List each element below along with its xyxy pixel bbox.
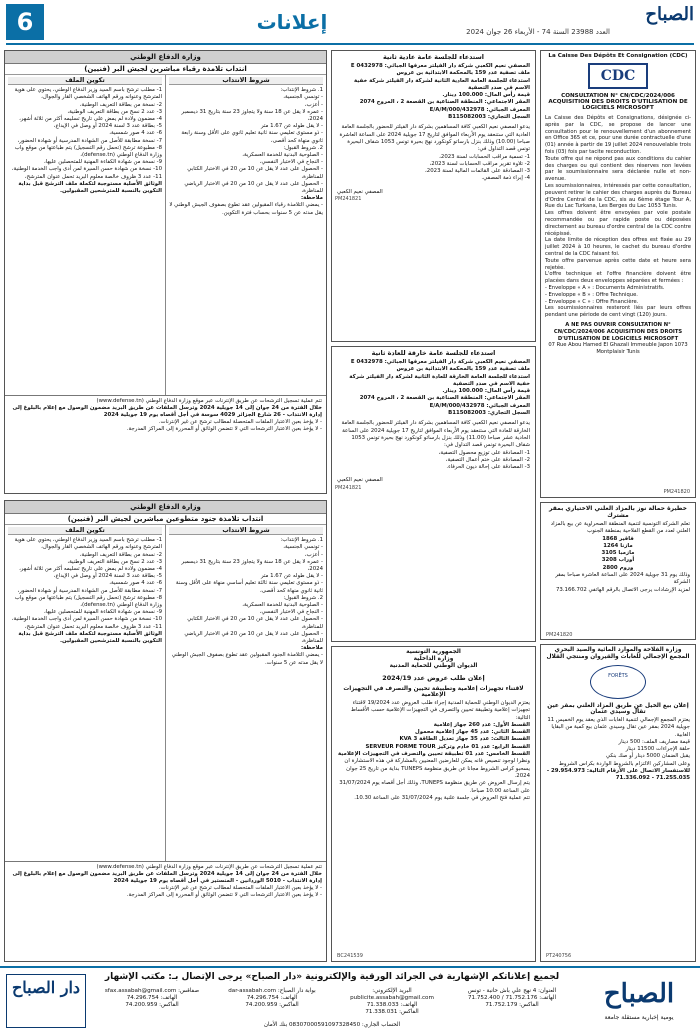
- cdc-logo: CDC: [588, 63, 648, 89]
- footer-contacts: [92, 988, 572, 1016]
- body-line: 2- تلاوة تقرير مراقب الحسابات لسنة 2023،: [429, 160, 530, 167]
- body-line: يعتزم الديوان الوطني للحماية المدنية إجراء طلب العروض عدد 19/2024 لاقتناء تجهيزات إعلامية وتطبيقة تحيين والتصرف في التجهيزات الإعلامية حسب الأقساط التالية:: [350, 700, 530, 721]
- body-line: 3- المصادقة على القائمات المالية لسنة 2023،: [425, 168, 530, 175]
- meeting-ordinary-title: استدعاء للجلسة عامة عادية ثانية: [383, 53, 484, 61]
- page-header: [0, 0, 700, 44]
- body-line: وروم 2800: [602, 564, 634, 571]
- agri-body: [541, 717, 695, 783]
- body-line: مازنا 1264: [603, 542, 633, 549]
- tender-subtitle: لاقتناء تجهيزات إعلامية وتطبيقة تحيين والتصرف في التجهيزات الإعلامية: [343, 686, 524, 698]
- meeting-extra-ref: PM241821: [335, 484, 362, 491]
- condition-line: - عمره لا يقل عن 18 سنة ولا يتجاوز 23 سنة بتاريخ 31 ديسمبر 2024،: [181, 108, 323, 123]
- meeting-extra-body: [332, 359, 535, 485]
- body-line: يقبل الضمان 5000 دينار أو صك بنكي: [605, 753, 690, 760]
- condition-line: ملاحظة:: [301, 645, 323, 652]
- body-line: Les soumissionnaires resteront liés par leurs offres pendant une période de cent vingt (120) jours.: [545, 305, 691, 319]
- condition-line: - أعزب،: [304, 101, 323, 108]
- condition-line: ملاحظة:: [301, 195, 323, 202]
- file-line: 8- مطبوعة ترشح (تحمل رقم التسجيل) يتم طباعتها من موقع واب وزارة الدفاع الوطني (defense.tn)،: [14, 594, 162, 609]
- tender-body: [332, 700, 535, 802]
- file-line: الوثائق الأصلية مستوجبة لتكملة ملف الترشح قبل بداية التكوين بالنسبة للمترشحين المقبولين.: [18, 630, 162, 645]
- recruit-ad-1-conditions-heading: شروط الانتداب: [169, 77, 323, 85]
- body-line: La Caisse des Dépôts et Consignations, désignée ci-après par la CDC, se propose de lancer une consultation pour le renouvellement d'un abonnement en Office 365 et ce, pour une durée contractuelle d'une (01) année à partir de 19 juillet 2024 renouvelable trois fois (03) fois par tacite reconduction.: [545, 115, 691, 155]
- cdc-org-title: La Caisse Des Dépôts Et Consignation (CDC): [548, 53, 688, 59]
- condition-line: - أعزب،: [304, 551, 323, 558]
- body-line: 1- تسمية مراقب الحسابات لسنة 2023،: [439, 153, 530, 160]
- condition-line: 2. شروط القبول:: [283, 144, 323, 151]
- recruit-ad-2-notes: [5, 861, 326, 901]
- agri-ref: PT240756: [546, 953, 572, 959]
- file-line: الوثائق الأصلية مستوجبة لتكملة ملف الترشح قبل بداية التكوين بالنسبة للمترشحين المقبولين.: [18, 180, 162, 195]
- recruit-ad-2-file: [5, 525, 166, 861]
- body-line: تعلم الشركة التونسية لتنمية المنطقة الصحراوية عن بيع بالمزاد العلني لعدد من القطع الفلاحية بمنطقة الجنوب: [550, 521, 690, 535]
- footer-contact-col: بوابة دار الصباح: dar-assabah.com الهاتف: 74.296.754 الفاكس: 74.200.959: [228, 988, 316, 1008]
- condition-line: 2. شروط القبول:: [283, 594, 323, 601]
- body-line: لمزيد الإرشادات يرجى الاتصال بالرقم الهاتفي 73.166.702: [555, 586, 690, 593]
- footer-title: لجميع إعلاناتكم الإشهارية في الجرائد الورقية والإلكترونية «دار الصباح» يرجى الإتصال بـ: مكتب الإشهار: [104, 972, 560, 982]
- recruit-ad-2-ministry: وزارة الدفاع الوطني: [5, 501, 326, 514]
- condition-line: - الصلوحية البدنية للخدمة العسكرية،: [242, 152, 323, 159]
- body-line: Toute offre parvenue après cette date et heure sera rejetée.: [545, 257, 691, 271]
- condition-line: - تونسي الجنسية،: [283, 94, 323, 101]
- footer-right-logo[interactable]: الصباح: [603, 979, 675, 1009]
- condition-line: - عمره لا يقل عن 18 سنة ولا يتجاوز 23 سنة بتاريخ 31 ديسمبر 2024،: [181, 558, 323, 573]
- meeting-extra-title: استدعاء للجلسة عامة خارقة للعادة ثانية: [371, 349, 496, 357]
- tender-ad: [331, 646, 536, 962]
- meeting-ordinary-ad: [331, 50, 536, 342]
- body-line: وعلى المشاركين الالتزام بالشروط الواردة بكراس الشروط: [558, 760, 690, 767]
- file-line: 2- نسخة من بطاقة التعريف الوطنية،: [79, 551, 162, 558]
- auction-body: [541, 521, 695, 594]
- file-line: 4- مضمون ولادة لم يمض على تاريخ تسليمه أكثر من ثلاثة أشهر،: [19, 116, 162, 123]
- body-line: 1- المصادقة على توزيع محصول التصفية،: [438, 449, 530, 456]
- recruit-ad-1-file: [5, 75, 166, 395]
- body-line: قيمة رأس المال: 100.000 دينار.: [442, 92, 530, 99]
- recruit-ad-2-title: انتداب تلامذة جنود متطوعين مباشرين لجيش البر (فنيين): [5, 514, 326, 525]
- body-line: استدعاء للجلسة العامة العادية الثانية لشركة دار الفيلتر شركة خفية الاسم في صدد التصفية: [354, 77, 530, 91]
- cdc-closing: A NE PAS OUVRIR CONSULTATION N° CN/CDC/2024/006 ACQUISITION DES DROITS D'UTILISATION DE LOGICIELS MICROSOFT: [553, 321, 683, 342]
- condition-line: - ذو مستوى تعليمي سنة ثانية تعليم ثانوي على الأقل وسنة رابعة ثانوي منهاة كحد أقصى،: [181, 130, 323, 144]
- body-line: المصفي نعيم الكعبي شركة دار الفيلتر معرفها الجبائي: 0432978 E: [350, 63, 530, 69]
- file-line: 3- عدد 2 نسخ من بطاقة التعريف الوطنية،: [67, 558, 162, 565]
- cdc-heading: CONSULTATION N° CN/CDC/2024/006 ACQUISITION DES DROITS D'UTILISATION DE LOGICIELS MICROSOFT: [548, 93, 688, 111]
- body-line: يعتزم المجمع الإجمالي لتنمية الغابات الذي يعقد يوم الخميس 11 جويلية 2024 بمقر عين تقال وسيدي عثمان بيع كمية من البقايا الغابية.: [547, 717, 690, 738]
- body-line: يدعو المصفي نعيم الكعبي كافة المساهمين بشركة دار الفيلتر للحضور بالجلسة العامة الخارقة للعادة التي ستنعقد يوم الأربعاء الموافق لتاريخ 17 جويلية 2024 على الساعة الحادية عشر صباحا (11.00) وذلك بنزل بارساتو كونكورد نهج بحيرة تونس 1053 شفاف البحيرة تونس قصد التداول في:: [341, 420, 530, 449]
- body-line: القسط الرابع: عدد 01 خادم وتركيز SERVEUR FORME TOUR: [365, 743, 530, 750]
- body-line: - Enveloppe « C » : Offre Financière.: [545, 298, 639, 305]
- body-line: حلقة الإجراءات 11500 دينار: [625, 746, 690, 753]
- body-line: - Enveloppe « B » : Offre Technique.: [545, 291, 638, 298]
- body-line: المعرف الجبائي: 432978/E/A/M/000: [429, 106, 530, 113]
- file-line: 8- مطبوعة ترشح (تحمل رقم التسجيل) يتم طباعتها من موقع واب وزارة الدفاع الوطني (defense.tn)،: [14, 144, 162, 159]
- meeting-ordinary-ref: PM241821: [335, 196, 362, 203]
- file-line: 1- مطلب ترشح باسم السيد وزير الدفاع الوطني، يحتوي على هوية المترشح وعنوانه ورقم الهاتف الشخصي القار والجوال،: [14, 87, 162, 101]
- body-line: استدعاء للجلسة العامة الخارقة للعادة الثانية لشركة دار الفيلتر شركة خفية الاسم في صدد التصفية: [349, 373, 530, 387]
- file-line: 6- عدد 4 صور شمسية،: [109, 130, 162, 137]
- meeting-extra-ad: [331, 346, 536, 642]
- footer-contact-col: العنوان: 4 نهج علي باش حانبة - تونس الهاتف: 71.752.176 / 71.752.400 الفاكس: 71.752.179: [467, 988, 557, 1008]
- note-line: - لا يؤخذ بعين الاعتبار الترشحات التي لا تتضمن الوثائق أو المحررة إلى المراكز المدرجة.: [126, 426, 322, 432]
- file-line: 11- عدد 3 ظروف خالصة معلوم البريد تحمل عنوان المترشح،: [24, 623, 162, 630]
- footer-contact-col: البريد الإلكتروني: publicite.assabah@gmail.com الهاتف: 71.338.033 الفاكس: 71.338.031: [350, 988, 434, 1015]
- auction-title: خطيرة حمالة نوز بالمزاد العلني الاختياري بمقر مشترك: [549, 505, 687, 519]
- condition-line: - النجاح في الاختبار النفسي،: [259, 609, 323, 616]
- body-line: القسط الثالث: عدد 35 جهاز تعديل الطاقة 3 KVA: [399, 736, 530, 743]
- body-line: ملف تصفية عدد 159 بالمحكمة الابتدائية بن عروس: [396, 70, 530, 77]
- file-line: 9- نسخة من شهادة الكفاءة المهنية للمتحصلين عليها،: [44, 609, 162, 616]
- body-line: ملف تصفية عدد 159 بالمحكمة الابتدائية بن عروس: [396, 366, 530, 373]
- condition-line: - الصلوحية البدنية للخدمة العسكرية،: [242, 602, 323, 609]
- note-line: - لا يؤخذ بعين الاعتبار الترشحات التي لا تتضمن الوثائق أو المحررة إلى المراكز المدرجة.: [126, 892, 322, 898]
- file-line: 5- بطاقة عدد 3 لسنة 2024 أو وصل في الإيداع،: [53, 123, 162, 130]
- footer: [0, 966, 700, 1032]
- body-line: المقر الاجتماعي: المنطقة الصناعية بن القصعة 2 ، المروج 2074: [359, 99, 530, 106]
- file-line: 9- نسخة من شهادة الكفاءة المهنية للمتحصلين عليها،: [44, 159, 162, 166]
- condition-line: - الحصول على عدد لا يقل عن 10 من 20 في الاختبار الرياضي للمناظرة،: [184, 630, 323, 645]
- footer-contact-col: صفاقس: sfax.assabah@gmail.com الهاتف: 74.296.754 الفاكس: 74.200.959: [104, 988, 200, 1008]
- body-line: L'offre technique et l'offre financière doivent être placées dans deux enveloppes séparées et fermées :: [545, 271, 691, 285]
- issue-line: العدد 23988 السنة 74 - الأربعاء 26 جوان 2024: [466, 28, 610, 36]
- body-line: 3- المصادقة على إحالة ديون الحرفاء.: [446, 464, 530, 471]
- agri-ad: [540, 644, 696, 962]
- footer-left-logo[interactable]: دار الصباح: [6, 974, 86, 1028]
- recruit-ad-2-file-heading: تكوين الملف: [8, 527, 162, 535]
- body-line: ونظرا لوجود تنصيص فانه يمكن للعارضين المعنيين بالمشاركة في هذه الاستشارة ان يسحبو كراس الشروط مجانا عن طريق منظومة TUNEPS بداية من تاريخ 25 جوان 2024.: [344, 758, 530, 779]
- body-line: القسط الخامس: عدد 01 تطبيقة تحيين والتصرف في التجهيزات الإعلامية: [338, 751, 530, 758]
- recruit-ad-1-ministry: وزارة الدفاع الوطني: [5, 51, 326, 64]
- body-line: أوراب 3208: [601, 557, 635, 564]
- page-number: 6: [6, 4, 44, 40]
- file-line: 6- عدد 4 صور شمسية،: [109, 580, 162, 587]
- newspaper-logo[interactable]: الصباح: [645, 4, 694, 25]
- recruit-ad-2-conditions-heading: شروط الانتداب: [169, 527, 323, 535]
- condition-line: 1. شروط الإنتداب:: [280, 537, 323, 544]
- meeting-ordinary-signature: المصفي نعيم الكعبي: [337, 188, 383, 195]
- note-line: - لا يؤخذ بعين الاعتبار الملفات المتحصلة لمطالب ترشح عن غير الإنترنات.: [158, 419, 322, 425]
- auction-ad: [540, 502, 696, 640]
- file-line: 7- نسخة مطابقة للأصل من الشهادة المدرسية أو شهادة الحضور،: [17, 587, 162, 594]
- condition-line: 1. شروط الإنتداب:: [280, 87, 323, 94]
- body-line: يدعو المصفي نعيم الكعبي كافة المساهمين بشركة دار الفيلتر للحضور بالجلسة العامة العادية التي ستنعقد يوم الأربعاء الموافق لتاريخ 17 جويلية 2024 على الساعة العاشرة صباحا (10.00) وذلك بنزل بارساتو كونكورد نهج بحيرة تونس 1053 شفاف البحيرة تونس قصد التداول في:: [339, 124, 530, 153]
- section-title: إعلانات: [256, 10, 328, 34]
- body-line: قيمة رأس المال: 100.000 دينار.: [442, 388, 530, 395]
- header-divider: [6, 43, 694, 45]
- meeting-ordinary-body: [332, 63, 535, 196]
- body-line: قيمة مصاريف الملف: 500 دينار: [618, 738, 690, 745]
- recruit-ad-1-conditions: [166, 75, 326, 395]
- body-line: وذلك يوم 31 جويلية 2024 على الساعة العاشرة صباحا بمقر الشركة: [555, 572, 690, 586]
- note-line: خلال الفترة من 24 جوان إلى 14 جويلية 2024 وترسل الملفات عن طريق البريد مضمون الوصول مع إعلام بالبلوغ إلى إدارة الانتداب - 26 شارع الجزائر 4029 سوسة في أجل أقصاه يوم 19 جويلية 2024: [12, 405, 322, 418]
- condition-line: - الحصول على عدد لا يقل عن 10 من 20 في الاختبار الكتابي للمناظرة،: [187, 616, 323, 630]
- meeting-extra-signature: المصفي نعيم الكعبي: [337, 477, 383, 484]
- note-line: تتم عملية تسجيل الترشحات عن طريق الإنترنات عبر موقع وزارة الدفاع الوطني (www.defense.tn): [96, 398, 322, 404]
- body-line: السجل التجاري: B115082003: [448, 114, 530, 121]
- auction-ref: PM241820: [546, 632, 573, 638]
- body-line: للاستفسار الاتصال على الأرقام التالية: 29.954.973 - 71.255.035 - 71.336.092: [546, 768, 690, 782]
- agri-seal: FORÊTS: [590, 665, 646, 699]
- agri-subtitle: إعلان بيع الخيل عن طريق المزاد العلني بمقر عين تقال وسيدي عثمان: [547, 703, 689, 715]
- note-line: خلال الفترة من 24 جوان إلى 14 جويلية 2024 وترسل الملفات عن طريق البريد مضمون الوصول مع إعلام بالبلوغ إلى إدارة الانتداب - 5010 الوردانين - المنستير في أجل أقصاه يوم 19 جويلية 2024: [12, 871, 322, 884]
- body-line: السجل التجاري: B115082003: [448, 410, 530, 417]
- footer-tagline: يومية إخبارية مستقلة جامعة: [604, 1014, 674, 1021]
- body-line: مازمبا 3105: [601, 550, 635, 557]
- file-line: 2- نسخة من بطاقة التعريف الوطنية،: [79, 101, 162, 108]
- condition-line: - الحصول على عدد لا يقل عن 10 من 20 في الاختبار الكتابي للمناظرة،: [187, 166, 323, 180]
- cdc-ref: PM241820: [663, 489, 690, 495]
- recruit-ad-1-notes: [5, 395, 326, 435]
- recruit-ad-1-title: انتداب تلامذة رقباء مباشرين لجيش البر (فنيين): [5, 64, 326, 75]
- body-line: La date limite de réception des offres est fixée au 29 juillet 2024 à 10 heures, le cachet du bureau d'ordre central de la CDC faisant foi.: [545, 237, 691, 257]
- condition-line: - تونسي الجنسية،: [283, 544, 323, 551]
- body-line: Les offres doivent être envoyées par voie postale recommandée ou par rapide poste ou déposées directement au bureau d'ordre central de la CDC contre récépissé.: [545, 210, 691, 237]
- body-line: Toute offre qui ne répond pas aux conditions du cahier des charges ou qui contient des réserves non levées par le soumissionnaire sera déclarée nulle et non-avenue.: [545, 155, 691, 183]
- recruit-ad-2: [4, 500, 327, 962]
- file-line: 10- نسخة من شهادة حسن السيرة لمن أدى واجب الخدمة الوطنية،: [11, 166, 162, 173]
- tender-header: الجمهورية التونسية وزارة الداخلية الديوان الوطني للحماية المدنية: [389, 649, 478, 669]
- cdc-ad: [540, 50, 696, 498]
- body-line: - Enveloppe « A » : Documents Administratifs.: [545, 284, 665, 291]
- body-line: Les soumissionnaires, intéressés par cette consultation, peuvent retirer le cahier des charges auprès du Bureau d'Ordre Central de la CDC, sis au 6ème étage Tour A, Rue du Lac Turkana, Les Berges du Lac 1053 Tunis.: [545, 182, 691, 210]
- condition-line: - يمضي التلامذة الجنود المقبولين عقد تطوع بصفوف الجيش الوطني لا يقل مدته عن 5 سنوات.: [171, 652, 323, 666]
- body-line: 2- المصادقة على ختم أعمال التصفية،: [445, 456, 530, 463]
- file-line: 5- بطاقة عدد 3 لسنة 2024 أو وصل في الإيداع،: [53, 573, 162, 580]
- cdc-body: [541, 113, 695, 358]
- body-line: القسط الثاني: عدد 45 جهاز إعلامية محمول: [415, 729, 530, 736]
- file-line: 10- نسخة من شهادة حسن السيرة لمن أدى واجب الخدمة الوطنية،: [11, 616, 162, 623]
- condition-line: - يمضي التلامذة رقباء المقبولين عقد تطوع بصفوف الجيش الوطني لا يقل مدته عن 5 سنوات بحساب فترة التكوين.: [169, 202, 323, 216]
- footer-account: الحساب الجاري: 08307000591097328450 بنك الأمان: [263, 1022, 401, 1028]
- body-line: يتم إرسال العروض عن طريق منظومة TUNEPS، وذلك أجل أقصاه يوم 31/07/2024 على الساعة 10.00 صباحا.: [339, 780, 530, 794]
- agri-title: وزارة الفلاحة والموارد المائية والصيد البحري المجمع الإجمالي للغابات والقيروان ومنتجي القلال: [546, 647, 690, 660]
- file-line: 3- عدد 2 نسخ من بطاقة التعريف الوطنية،: [67, 108, 162, 115]
- tender-title: إعلان طلب عروض عدد 2024/19: [382, 674, 485, 682]
- file-line: 1- مطلب ترشح باسم السيد وزير الدفاع الوطني، يحتوي على هوية المترشح وعنوانه ورقم الهاتف الشخصي القار والجوال،: [14, 537, 162, 551]
- body-line: فاقير 1868: [602, 535, 634, 542]
- condition-line: - لا يقل طوله عن 1.67 متر: [260, 573, 323, 580]
- body-line: المقر الاجتماعي: المنطقة الصناعية بن القصعة 2 ، المروج 2074: [359, 395, 530, 402]
- note-line: - لا يؤخذ بعين الاعتبار الملفات المتحصلة لمطالب ترشح عن غير الإنترنات.: [158, 885, 322, 891]
- recruit-ad-2-conditions: [166, 525, 326, 861]
- file-line: 7- نسخة مطابقة للأصل من الشهادة المدرسية أو شهادة الحضور،: [17, 137, 162, 144]
- condition-line: - الحصول على عدد لا يقل عن 10 من 20 في الاختبار الرياضي للمناظرة،: [184, 180, 323, 195]
- recruit-ad-1-file-heading: تكوين الملف: [8, 77, 162, 85]
- recruit-ad-1: [4, 50, 327, 494]
- condition-line: - ذو مستوى تعليمي سنة ثالثة تعليم أساسي منهاة على الأقل وسنة ثانية ثانوي منهاة كحد أقصى،: [175, 580, 323, 594]
- body-line: المصفي نعيم الكعبي شركة دار الفيلتر معرفها الجبائي: 0432978 E: [350, 359, 530, 365]
- body-line: تتم عملية فتح العروض في جلسة علنية يوم 31/07/2024 على الساعة 10.30.: [354, 794, 530, 801]
- body-line: 4- إبراء ذمة المصفي.: [481, 175, 530, 182]
- body-line: المعرف الجبائي: 432978/E/A/M/000: [429, 402, 530, 409]
- file-line: 11- عدد 3 ظروف خالصة معلوم البريد تحمل عنوان المترشح،: [24, 173, 162, 180]
- condition-line: - لا يقل طوله عن 1.67 متر: [260, 123, 323, 130]
- cdc-address: 07 Rue Abou Hamed El Ghazali Immeuble Japon 1073 Montplaisir Tunis: [548, 342, 688, 356]
- body-line: القسط الأول: عدد 260 جهاز إعلامية: [433, 721, 530, 728]
- condition-line: - النجاح في الاختبار النفسي،: [259, 159, 323, 166]
- tender-ref: BC241539: [337, 953, 363, 959]
- file-line: 4- مضمون ولادة لم يمض على تاريخ تسليمه أكثر من ثلاثة أشهر،: [19, 566, 162, 573]
- note-line: تتم عملية تسجيل الترشحات عن طريق الإنترنات عبر موقع وزارة الدفاع الوطني (www.defense.tn): [96, 864, 322, 870]
